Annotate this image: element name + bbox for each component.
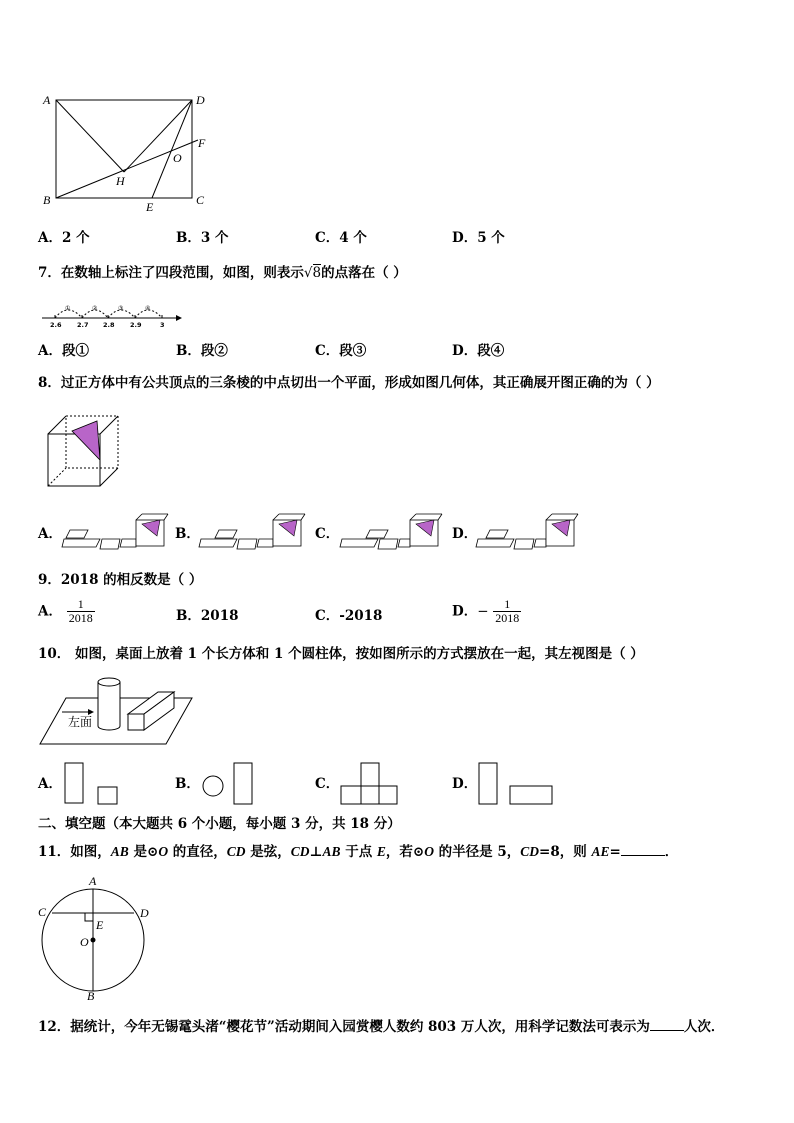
q9-d-denominator: 2018 bbox=[495, 611, 520, 625]
q7-seg-4: ④ bbox=[145, 305, 151, 312]
q6-label-o: O bbox=[173, 151, 182, 165]
q7-tick-2.8: 2.8 bbox=[103, 321, 115, 329]
q6-option-c[interactable]: C．4 个 bbox=[315, 230, 367, 246]
q6-option-d[interactable]: D．5 个 bbox=[452, 230, 505, 246]
q8-option-d[interactable]: D． bbox=[452, 526, 478, 542]
section-2-title: 二、填空题（本大题共 6 个小题，每小题 3 分，共 18 分） bbox=[38, 816, 401, 832]
q7-option-d[interactable]: D．段④ bbox=[452, 343, 505, 359]
q9-option-a-fraction bbox=[67, 598, 95, 625]
center-point bbox=[91, 938, 96, 943]
q11-label-d: D bbox=[140, 906, 149, 920]
q8-net-a bbox=[62, 512, 170, 552]
q12-answer-blank[interactable] bbox=[650, 1018, 684, 1031]
q8-option-b[interactable]: B． bbox=[175, 526, 200, 542]
q6-label-d: D bbox=[196, 93, 205, 107]
q7-option-a[interactable]: A．段① bbox=[38, 343, 89, 359]
q8-option-c[interactable]: C． bbox=[315, 526, 340, 542]
q9-option-a[interactable] bbox=[38, 598, 95, 625]
q8-question: 8．过正方体中有公共顶点的三条棱的中点切出一个平面，形成如图几何体，其正确展开图正确的为（ ） bbox=[38, 375, 660, 391]
q8-net-c bbox=[340, 512, 448, 552]
q10-view-a bbox=[60, 760, 130, 808]
q10-question: 10． 如图，桌面上放着 1 个长方体和 1 个圆柱体，按如图所示的方式摆放在一起，其左视图是（ ） bbox=[38, 646, 644, 662]
q6-label-f: F bbox=[198, 136, 206, 150]
q9-option-a-label: A． bbox=[38, 603, 62, 620]
q9-option-d-label: D． bbox=[452, 603, 478, 620]
q9-option-b[interactable]: B．2018 bbox=[176, 608, 239, 624]
q7-text-after: 的点落在（ ） bbox=[321, 265, 407, 281]
q10-option-d[interactable]: D． bbox=[452, 776, 478, 792]
q7-seg-2: ② bbox=[92, 305, 98, 312]
q11-label-o: O bbox=[80, 935, 89, 949]
q7-tick-2.6: 2.6 bbox=[50, 321, 62, 329]
q9-question: 9．2018 的相反数是（ ） bbox=[38, 572, 203, 588]
q6-option-a[interactable]: A．2 个 bbox=[38, 230, 90, 246]
q9-option-c[interactable]: C．-2018 bbox=[315, 608, 383, 624]
q6-label-e: E bbox=[146, 200, 154, 214]
q7-option-b[interactable]: B．段② bbox=[176, 343, 228, 359]
q11-question: 11．如图，AB 是⊙O 的直径，CD 是弦，CD⊥AB 于点 E，若⊙O 的半径是 5，CD=8，则 AE= ． bbox=[38, 844, 679, 860]
q7-seg-3: ③ bbox=[118, 305, 124, 312]
q11-answer-blank[interactable] bbox=[621, 843, 665, 856]
q7-tick-2.9: 2.9 bbox=[130, 321, 142, 329]
q11-label-a: A bbox=[89, 874, 97, 888]
q6-label-b: B bbox=[43, 193, 51, 207]
q8-cube-figure bbox=[40, 410, 130, 490]
q10-view-d bbox=[476, 760, 558, 808]
q10-table-figure bbox=[38, 670, 198, 750]
q9-option-d-sign: − bbox=[477, 603, 489, 620]
q10-view-c bbox=[338, 760, 408, 808]
q7-seg-1: ① bbox=[65, 305, 71, 312]
q11-circle-figure bbox=[36, 872, 156, 1002]
q7-number-line bbox=[40, 298, 184, 328]
q10-option-a[interactable]: A． bbox=[38, 776, 62, 792]
q6-rectangle-figure bbox=[40, 88, 220, 216]
q8-net-b bbox=[199, 512, 307, 552]
q10-option-c[interactable]: C． bbox=[315, 776, 340, 792]
q10-view-b bbox=[198, 760, 268, 808]
q7-option-c[interactable]: C．段③ bbox=[315, 343, 367, 359]
q9-option-d-fraction bbox=[493, 598, 521, 625]
q8-cut-triangle bbox=[72, 421, 100, 460]
q6-label-a: A bbox=[43, 93, 51, 107]
q10-left-label: 左面 bbox=[68, 715, 93, 729]
q9-option-d[interactable] bbox=[452, 598, 521, 625]
q11-label-b: B bbox=[87, 989, 95, 1003]
q7-text-before: 7．在数轴上标注了四段范围，如图，则表示 bbox=[38, 265, 304, 281]
q9-a-denominator: 2018 bbox=[68, 611, 93, 625]
q6-option-b[interactable]: B．3 个 bbox=[176, 230, 229, 246]
q11-label-e: E bbox=[96, 918, 104, 932]
q7-question bbox=[38, 264, 407, 282]
q9-d-numerator: 1 bbox=[504, 597, 511, 611]
q8-option-a[interactable]: A． bbox=[38, 526, 62, 542]
q9-a-numerator: 1 bbox=[77, 597, 84, 611]
q7-sqrt-arg: 8 bbox=[312, 265, 322, 281]
number-line-arrow bbox=[176, 315, 182, 321]
sqrt-symbol: √ bbox=[303, 265, 313, 281]
q6-label-h: H bbox=[116, 174, 125, 188]
q7-tick-2.7: 2.7 bbox=[77, 321, 89, 329]
q11-label-c: C bbox=[38, 905, 47, 919]
q7-tick-3: 3 bbox=[160, 321, 165, 329]
q6-label-c: C bbox=[196, 193, 205, 207]
q12-question: 12．据统计，今年无锡鼋头渚“樱花节”活动期间入园赏樱人数约 803 万人次，用科学记数法可表示为 人次． bbox=[38, 1019, 725, 1035]
q10-option-b[interactable]: B． bbox=[175, 776, 200, 792]
q8-net-d bbox=[476, 512, 584, 552]
